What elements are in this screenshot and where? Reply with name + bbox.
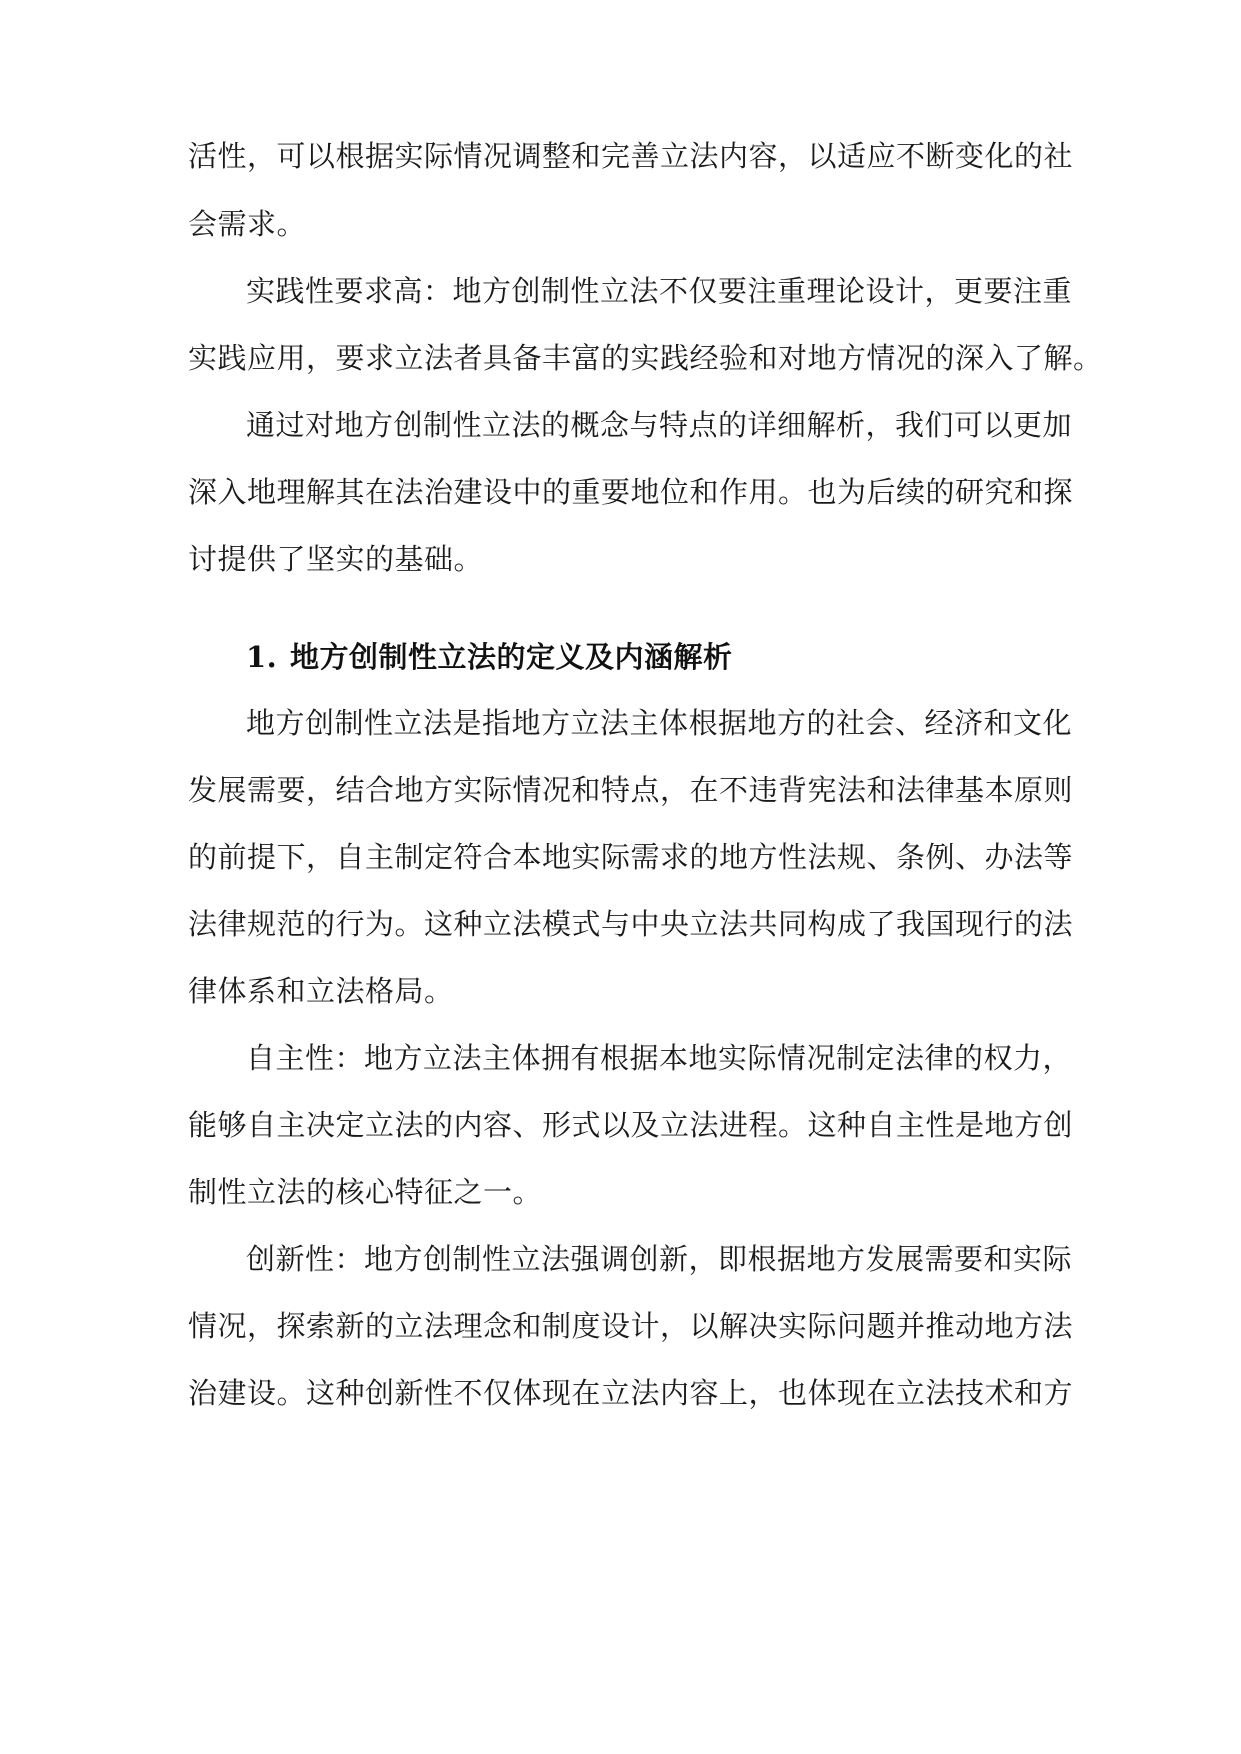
paragraph-line: 讨提供了坚实的基础。: [188, 542, 484, 576]
paragraph-line: 通过对地方创制性立法的概念与特点的详细解析，我们可以更加: [246, 408, 1073, 442]
paragraph-line: 地方创制性立法是指地方立法主体根据地方的社会、经济和文化: [246, 706, 1073, 740]
paragraph-line: 创新性：地方创制性立法强调创新，即根据地方发展需要和实际: [246, 1242, 1073, 1276]
paragraph-line: 能够自主决定立法的内容、形式以及立法进程。这种自主性是地方创: [188, 1108, 1074, 1142]
paragraph-line: 发展需要，结合地方实际情况和特点，在不违背宪法和法律基本原则: [188, 773, 1074, 807]
paragraph-line: 实践性要求高：地方创制性立法不仅要注重理论设计，更要注重: [246, 274, 1073, 308]
section-title: 地方创制性立法的定义及内涵解析: [290, 640, 733, 674]
paragraph-line: 活性，可以根据实际情况调整和完善立法内容，以适应不断变化的社: [188, 139, 1074, 173]
paragraph-line: 法律规范的行为。这种立法模式与中央立法共同构成了我国现行的法: [188, 907, 1074, 941]
paragraph-line: 会需求。: [188, 207, 307, 241]
paragraph-line: 治建设。这种创新性不仅体现在立法内容上，也体现在立法技术和方: [188, 1376, 1074, 1410]
paragraph-line: 制性立法的核心特征之一。: [188, 1175, 543, 1209]
paragraph-line: 情况，探索新的立法理念和制度设计，以解决实际问题并推动地方法: [188, 1309, 1074, 1343]
paragraph-line: 深入地理解其在法治建设中的重要地位和作用。也为后续的研究和探: [188, 475, 1074, 509]
section-heading: [246, 637, 1068, 677]
paragraph-line: 律体系和立法格局。: [188, 974, 454, 1008]
paragraph-line: 自主性：地方立法主体拥有根据本地实际情况制定法律的权力，: [246, 1041, 1073, 1075]
paragraph-line: 的前提下，自主制定符合本地实际需求的地方性法规、条例、办法等: [188, 840, 1074, 874]
paragraph-line: 实践应用，要求立法者具备丰富的实践经验和对地方情况的深入了解。: [188, 341, 1103, 375]
section-number: 1.: [246, 640, 278, 674]
